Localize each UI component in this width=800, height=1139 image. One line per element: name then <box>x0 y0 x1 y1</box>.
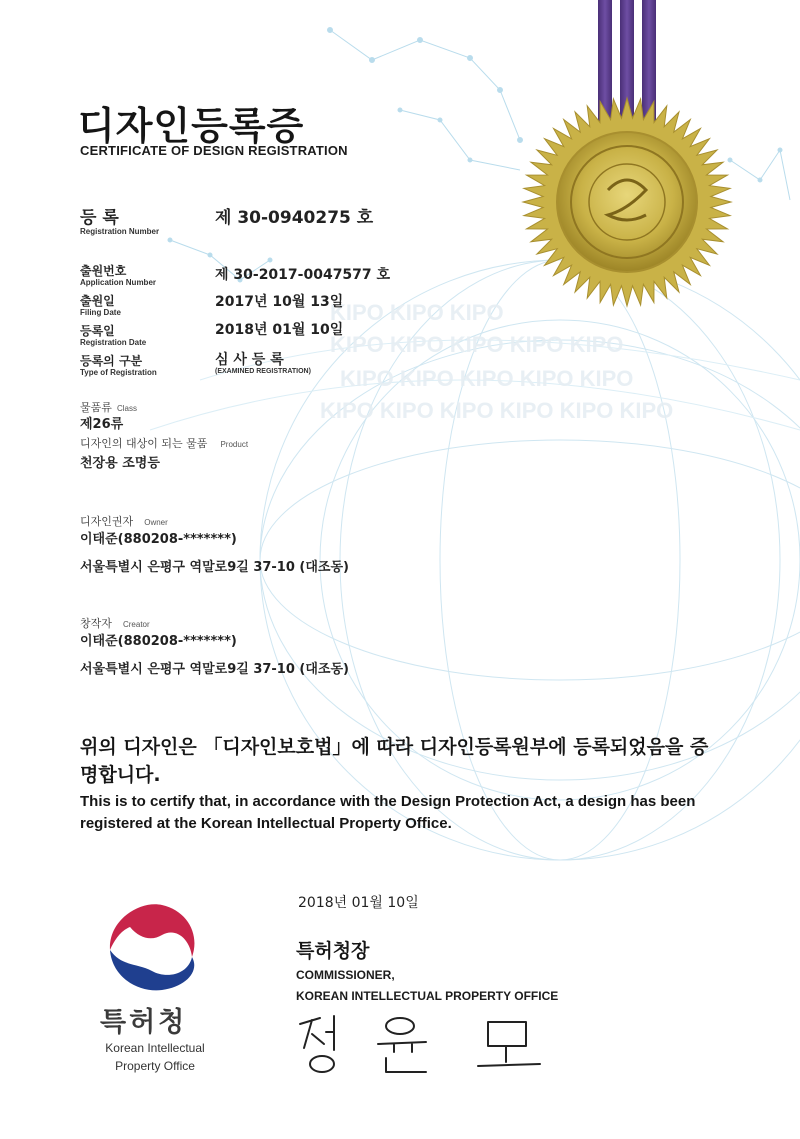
creator-name: 이태준(880208-*******) <box>80 634 237 649</box>
commissioner-title: 특허청장 <box>296 940 370 962</box>
svg-text:KIPO KIPO KIPO KIPO KIPO: KIPO KIPO KIPO KIPO KIPO <box>330 332 624 357</box>
registration-label-english: Registration Number <box>80 227 160 236</box>
product-label-group <box>80 432 248 451</box>
kipo-logo-name: 특허청 <box>100 1007 188 1038</box>
application-number-label: 출원번호 <box>80 264 127 278</box>
kipo-logo <box>85 895 225 1085</box>
registration-label: 등 록 <box>80 208 119 228</box>
owner-label-group <box>80 510 168 529</box>
class-label-english: Class <box>116 404 137 413</box>
svg-text:KIPO KIPO KIPO KIPO KIPO: KIPO KIPO KIPO KIPO KIPO <box>340 366 634 391</box>
filing-date-label: 출원일 <box>80 294 115 308</box>
registration-type-english: (EXAMINED REGISTRATION) <box>215 368 311 375</box>
kipo-logo-english-line1: Korean Intellectual <box>105 1041 205 1055</box>
registration-type: 심 사 등 록 <box>215 352 284 368</box>
kipo-logo-english-line2: Property Office <box>115 1059 195 1073</box>
certification-text-english: This is to certify that, in accordance with the Design Protection Act, a design has been registered at the Korean Intellectual Property Office. <box>80 793 696 832</box>
owner-label: 디자인권자 <box>80 515 134 528</box>
product-label: 디자인의 대상이 되는 물품 <box>80 437 208 450</box>
product-value: 천장용 조명등 <box>80 456 160 471</box>
registration-date: 2018년 01월 10일 <box>215 322 344 338</box>
commissioner-title-english-line1: COMMISSIONER, <box>296 968 395 982</box>
certification-text: 위의 디자인은 「디자인보호법」에 따라 디자인등록원부에 등록되었음을 증명합니다. <box>80 736 709 786</box>
creator-address: 서울특별시 은평구 역말로9길 37-10 (대조동) <box>80 662 349 677</box>
registration-date-label: 등록일 <box>80 324 115 338</box>
svg-text:KIPO KIPO KIPO KIPO KIPO: KIPO KIPO KIPO KIPO KIPO KIPO <box>320 398 674 423</box>
class-value: 제26류 <box>80 417 124 432</box>
svg-text:KIPO KIPO KIPO: KIPO KIPO KIPO <box>330 300 504 325</box>
registration-type-label-english: Type of Registration <box>80 368 157 377</box>
class-label: 물품류 <box>80 401 112 414</box>
registration-number: 제 30-0940275 호 <box>215 208 374 228</box>
issue-date: 2018년 01월 10일 <box>298 895 419 911</box>
commissioner-title-english-line2: KOREAN INTELLECTUAL PROPERTY OFFICE <box>296 989 559 1003</box>
creator-label-group <box>80 612 150 631</box>
owner-address: 서울특별시 은평구 역말로9길 37-10 (대조동) <box>80 560 349 575</box>
registration-date-label-english: Registration Date <box>80 338 147 347</box>
product-label-english: Product <box>220 440 249 449</box>
commissioner-signature <box>290 1010 570 1080</box>
application-number-label-english: Application Number <box>80 278 157 287</box>
filing-date: 2017년 10월 13일 <box>215 294 344 310</box>
creator-label-english: Creator <box>122 620 150 629</box>
filing-date-label-english: Filing Date <box>80 308 121 317</box>
gold-seal <box>520 0 780 320</box>
taegeuk-swirl-icon <box>100 895 210 1000</box>
owner-name: 이태준(880208-*******) <box>80 532 237 547</box>
owner-label-english: Owner <box>144 518 168 527</box>
creator-label: 창작자 <box>80 617 112 630</box>
application-number: 제 30-2017-0047577 호 <box>215 267 391 283</box>
document-title: 디자인등록증 <box>78 104 305 148</box>
document-title-english: CERTIFICATE OF DESIGN REGISTRATION <box>80 143 348 158</box>
registration-type-label: 등록의 구분 <box>80 354 143 368</box>
